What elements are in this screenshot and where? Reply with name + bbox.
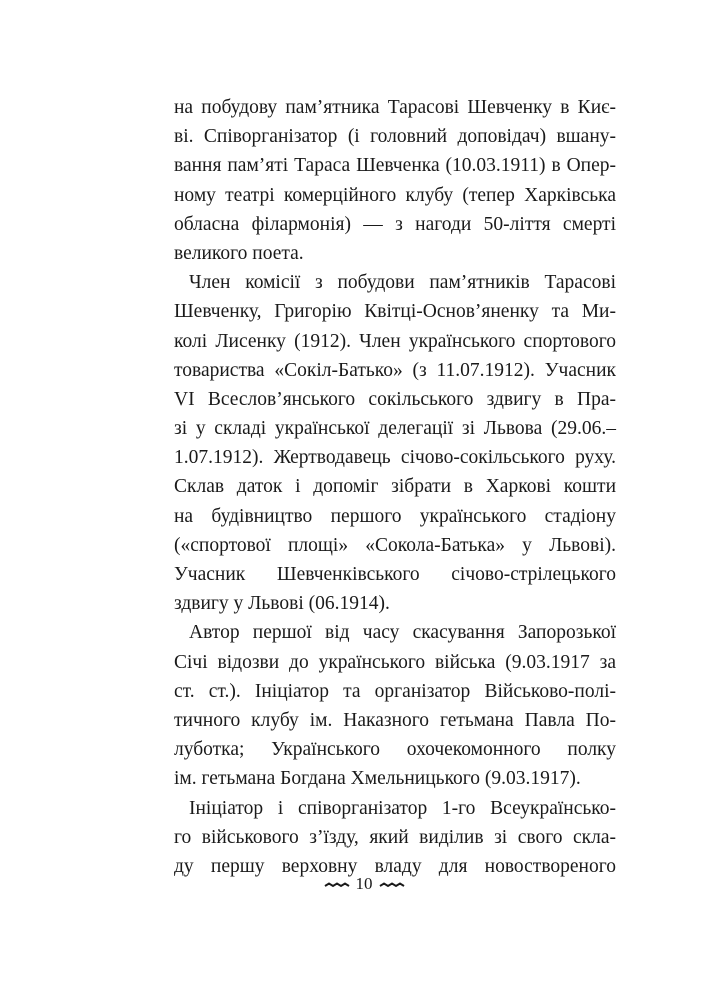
text-line: Учасник Шевченківського січово-стрілецького [174, 564, 616, 585]
text-line: зі у складі української делегації зі Львова (29.06.– [174, 418, 616, 440]
text-line: («спортової площі» «Сокола-Батька» у Львові). [174, 534, 616, 556]
text-line: луботка; Українського охочекомонного полку [174, 739, 616, 761]
text-line: го військового з’їзду, який виділив зі свого скла- [174, 826, 616, 848]
text-line: здвигу у Львові (06.1914). [174, 593, 390, 615]
body-text [174, 93, 616, 881]
text-line: 1.07.1912). Жертводавець січово-сокільського руху. [174, 447, 616, 469]
text-line: на побудову пам’ятника Тарасові Шевченку в Киє- [174, 97, 616, 118]
ornament-right-icon [379, 881, 405, 889]
text-line: Ініціатор і співорганізатор 1-го Всеукраїнсько- [189, 797, 616, 819]
text-line: колі Лисенку (1912). Член українського спортового [174, 330, 616, 352]
text-line: ст. ст.). Ініціатор та організатор Військово-полі- [174, 680, 616, 702]
text-line: ім. гетьмана Богдана Хмельницького (9.03.1917). [174, 768, 581, 790]
text-line: на будівництво першого українського стадіону [174, 505, 616, 527]
page-number: 10 [355, 874, 373, 893]
text-line: великого поета. [174, 242, 304, 264]
text-line: Автор першої від часу скасування Запорозької [189, 622, 616, 644]
text-line: товариства «Сокіл-Батько» (з 11.07.1912). Учасник [174, 359, 616, 381]
text-line: обласна філармонія) — з нагоди 50-ліття смерті [174, 213, 616, 235]
text-line: вання пам’яті Тараса Шевченка (10.03.1911) в Опер- [174, 155, 616, 177]
page-footer [0, 874, 728, 894]
text-line: Член комісії з побудови пам’ятників Тарасові [189, 272, 616, 294]
text-line: Шевченку, Григорію Квітці-Основ’яненку та Ми- [174, 301, 616, 323]
ornament-left-icon [324, 881, 350, 889]
text-line: Склав даток і допоміг зібрати в Харкові кошти [174, 476, 616, 498]
text-line: Січі відозви до українського війська (9.03.1917 за [174, 651, 616, 673]
text-line: ду першу верховну владу для новоствореного [174, 855, 616, 877]
text-line: тичного клубу ім. Наказного гетьмана Павла По- [174, 709, 616, 731]
text-line: ві. Співорганізатор (і головний доповідач) вшану- [174, 126, 616, 148]
text-line: VI Всеслов’янського сокільського здвигу в Пра- [174, 388, 616, 410]
text-line: ному театрі комерційного клубу (тепер Харківська [174, 184, 616, 206]
